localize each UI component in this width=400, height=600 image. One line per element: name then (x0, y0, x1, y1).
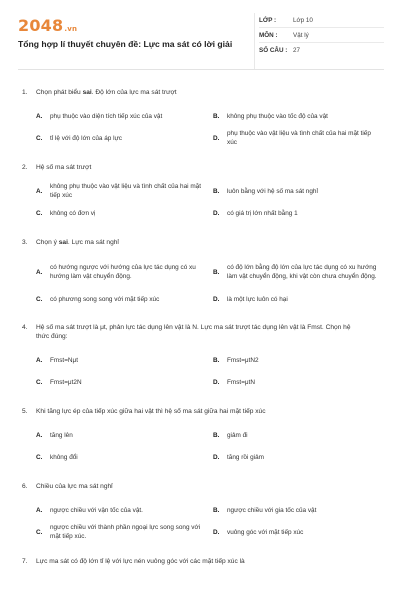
option-text: không phụ thuộc vào vật liệu và tình chất của hai mặt tiếp xúc (50, 183, 201, 199)
question-number: 6. (22, 483, 28, 490)
option-c[interactable] (36, 446, 207, 468)
option-text: ngược chiều với gia tốc của vật (227, 506, 317, 514)
meta-value: Vật lý (293, 32, 309, 39)
question-3 (18, 238, 384, 309)
option-label: B. (213, 268, 220, 276)
option-d[interactable] (213, 289, 384, 309)
meta-row-class (259, 13, 384, 28)
option-label: C. (36, 378, 43, 386)
option-c[interactable] (36, 521, 207, 543)
meta-label: LỚP : (259, 17, 277, 24)
option-d[interactable] (213, 127, 384, 149)
question-text-part: . Độ lớn của lực ma sát trượt (91, 89, 177, 96)
option-text: không phụ thuộc vào tốc độ của vật (227, 112, 328, 120)
question-number: 3. (22, 239, 28, 246)
option-text: là một lực luôn có hại (227, 295, 288, 303)
option-grid (18, 255, 384, 309)
meta-table (254, 13, 384, 69)
option-label: C. (36, 528, 43, 536)
question-number: 1. (22, 89, 28, 96)
option-text: luôn bằng với hệ số ma sát nghỉ (227, 187, 318, 195)
option-label: B. (213, 187, 220, 195)
meta-row-subject (259, 28, 384, 43)
option-text: Fmst=Nμt (50, 356, 79, 364)
option-text: ngược chiều với vận tốc của vật. (50, 506, 143, 514)
option-text: tăng rồi giảm (227, 453, 264, 461)
logo-tld: .vn (64, 25, 78, 33)
document-title: Tổng hợp lí thuyết chuyên đề: Lực ma sát có lời giải (18, 39, 233, 49)
option-label: B. (213, 506, 220, 514)
option-d[interactable] (213, 371, 384, 393)
option-grid (18, 180, 384, 224)
option-text: có giá trị lớn nhất bằng 1 (227, 209, 298, 217)
question-text (36, 238, 119, 247)
option-text: Fmst=μt2N (50, 378, 82, 386)
site-logo[interactable] (18, 16, 232, 35)
option-label: D. (213, 528, 220, 536)
document-header (18, 10, 384, 70)
option-a[interactable] (36, 349, 207, 371)
question-number: 2. (22, 164, 28, 171)
question-6 (18, 482, 384, 543)
question-text: Hệ số ma sát trượt (36, 164, 92, 171)
question-text-part: Chọn ý (36, 239, 59, 246)
option-grid (18, 499, 384, 543)
option-text: Fmst=μtN (227, 378, 256, 386)
question-list (18, 88, 384, 566)
option-a[interactable] (36, 255, 207, 289)
option-label: A. (36, 268, 43, 276)
question-2 (18, 163, 384, 224)
option-label: B. (213, 356, 220, 364)
option-label: C. (36, 295, 43, 303)
option-label: A. (36, 187, 43, 195)
question-stem (18, 323, 384, 341)
option-label: A. (36, 112, 43, 120)
option-c[interactable] (36, 289, 207, 309)
meta-value: Lớp 10 (293, 17, 313, 24)
question-stem (18, 407, 384, 416)
question-1 (18, 88, 384, 149)
logo-text: 2048 (18, 16, 64, 35)
option-text: vuông góc với mặt tiếp xúc (227, 528, 304, 536)
option-grid (18, 349, 384, 393)
meta-label: SỐ CÂU : (259, 47, 288, 54)
option-label: D. (213, 453, 220, 461)
option-label: D. (213, 295, 220, 303)
option-text: có độ lớn bằng độ lớn của lực tác dụng có xu hướng làm vật chuyển động, khi vật còn chưa chuyển động. (227, 264, 377, 280)
option-label: B. (213, 431, 220, 439)
question-text: Chiều của lực ma sát nghỉ (36, 483, 113, 490)
option-text: không có đơn vị (50, 209, 96, 217)
question-text-part: . Lực ma sát nghỉ (67, 239, 119, 246)
option-c[interactable] (36, 127, 207, 149)
option-grid (18, 424, 384, 468)
option-text: Fmst=μtN2 (227, 356, 259, 364)
question-number: 5. (22, 408, 28, 415)
question-number: 4. (22, 324, 28, 331)
option-d[interactable] (213, 521, 384, 543)
option-label: A. (36, 506, 43, 514)
option-b[interactable] (213, 424, 384, 446)
option-label: C. (36, 453, 43, 461)
option-label: A. (36, 431, 43, 439)
option-label: C. (36, 209, 43, 217)
option-b[interactable] (213, 105, 384, 127)
option-b[interactable] (213, 180, 384, 202)
question-emphasis: sai (58, 239, 68, 246)
brand-block (18, 10, 232, 69)
option-text: giảm đi (227, 431, 248, 439)
option-label: D. (213, 209, 220, 217)
option-d[interactable] (213, 202, 384, 224)
question-text: Lực ma sát có độ lớn tỉ lệ với lực nén vuông góc với các mặt tiếp xúc là (36, 558, 245, 565)
option-label: D. (213, 378, 220, 386)
option-b[interactable] (213, 255, 384, 289)
question-stem (18, 88, 384, 97)
question-emphasis: sai (82, 89, 92, 96)
option-text: tăng lên (50, 431, 73, 439)
option-a[interactable] (36, 499, 207, 521)
option-a[interactable] (36, 424, 207, 446)
question-text: Khi tăng lực ép của tiếp xúc giữa hai vật thì hệ số ma sát giữa hai mặt tiếp xúc (36, 408, 266, 415)
question-stem (18, 163, 384, 172)
option-text: phụ thuộc vào vật liệu và tình chất của hai mặt tiếp xúc (227, 130, 371, 146)
question-5 (18, 407, 384, 468)
question-4 (18, 323, 384, 393)
option-text: có hướng ngược với hướng của lực tác dụng có xu hướng làm vật chuyển động. (50, 264, 196, 280)
question-stem (18, 238, 384, 247)
option-a[interactable] (36, 180, 207, 202)
question-text-part: Chọn phát biểu (36, 89, 83, 96)
option-grid (18, 105, 384, 149)
option-text: ngược chiều với thành phần ngoại lực song song với mặt tiếp xúc. (50, 524, 201, 540)
option-c[interactable] (36, 371, 207, 393)
option-text: tỉ lệ với độ lớn của áp lực (50, 134, 122, 142)
question-text: Hệ số ma sát trượt là μt, phản lực tác dụng lên vật là N. Lực ma sát trượt tác dụng lên vật là Fmst. Chọn hệ thức đúng: (36, 324, 351, 340)
option-b[interactable] (213, 499, 384, 521)
question-stem (18, 557, 384, 566)
option-label: A. (36, 356, 43, 364)
question-stem (18, 482, 384, 491)
option-d[interactable] (213, 446, 384, 468)
option-text: có phương song song với mặt tiếp xúc (50, 295, 160, 303)
option-c[interactable] (36, 202, 207, 224)
option-label: B. (213, 112, 220, 120)
option-label: C. (36, 134, 43, 142)
option-text: không đổi (50, 453, 78, 461)
option-a[interactable] (36, 105, 207, 127)
meta-label: MÔN : (259, 32, 278, 39)
option-text: phụ thuộc vào diện tích tiếp xúc của vật (50, 112, 163, 120)
question-7 (18, 557, 384, 566)
option-b[interactable] (213, 349, 384, 371)
meta-row-count (259, 43, 384, 58)
option-label: D. (213, 134, 220, 142)
question-text (36, 88, 177, 97)
question-number: 7. (22, 558, 28, 565)
meta-value: 27 (293, 47, 301, 54)
